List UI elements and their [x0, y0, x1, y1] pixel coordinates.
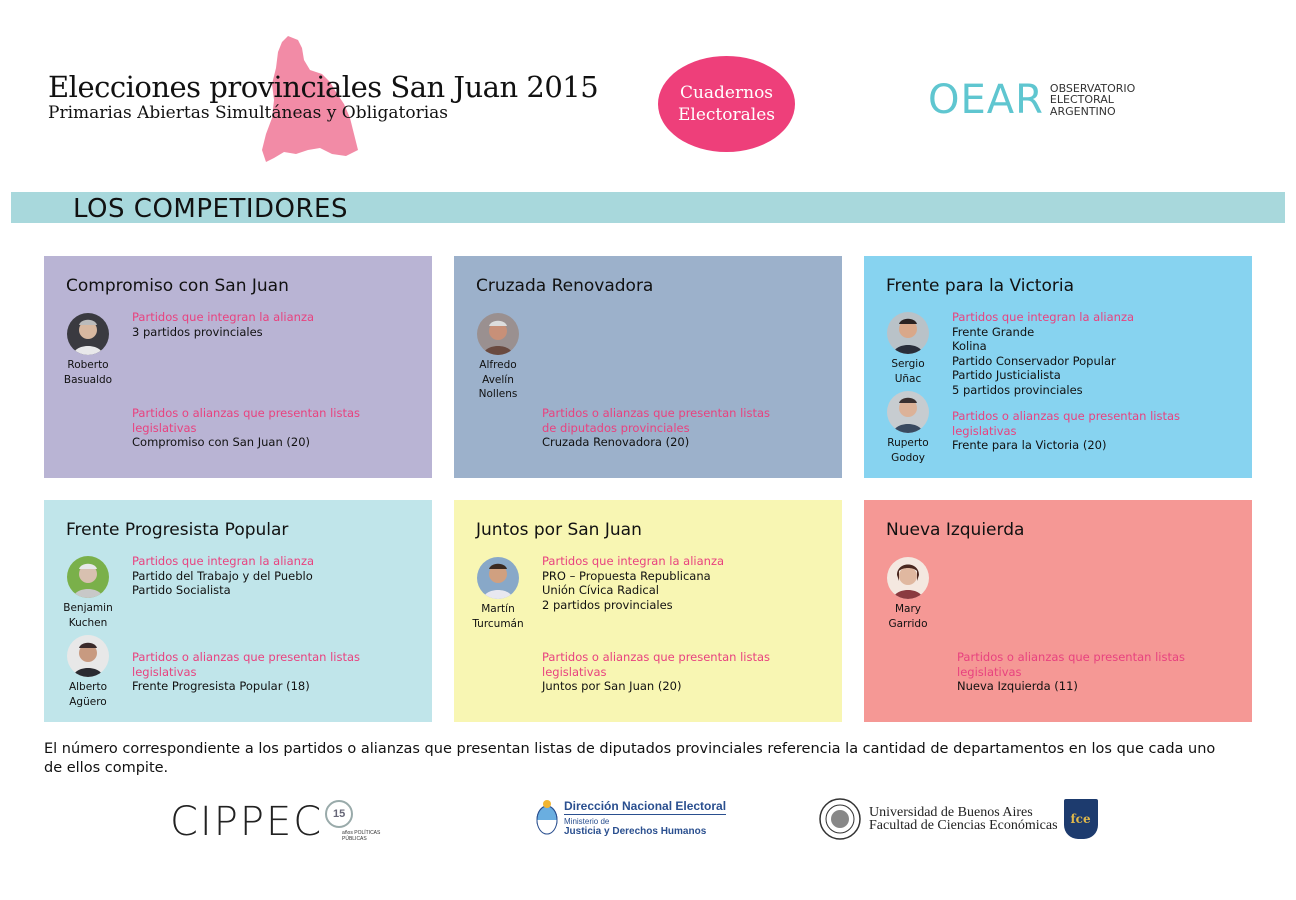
oear-text	[1050, 83, 1135, 118]
candidate	[468, 313, 528, 402]
alliance-item: Partido Justicialista	[952, 368, 1061, 382]
lists-item: Frente Progresista Popular (18)	[132, 679, 310, 693]
alliance-item: 3 partidos provinciales	[132, 324, 263, 339]
alliance-section	[132, 554, 314, 598]
card-title: Juntos por San Juan	[476, 520, 642, 540]
card-title: Compromiso con San Juan	[66, 276, 289, 296]
card-frente-para-la-victoria	[864, 256, 1252, 478]
lists-item: Compromiso con San Juan (20)	[132, 435, 311, 449]
alliance-item: Kolina	[952, 339, 987, 353]
fce-shield	[1064, 799, 1098, 839]
lists-heading-line: legislativas	[542, 664, 607, 679]
fce-text: fce	[1070, 812, 1091, 826]
lists-heading-line: legislativas	[957, 664, 1022, 679]
dne-logo	[536, 799, 726, 837]
name-line: Sergio	[891, 358, 925, 370]
candidate	[58, 313, 118, 387]
alliance-heading: Partidos que integran la alianza	[132, 554, 315, 568]
card-compromiso-con-san-juan	[44, 256, 432, 478]
card-frente-progresista-popular	[44, 500, 432, 722]
candidate	[878, 557, 938, 631]
candidate-name	[878, 602, 938, 631]
alliance-item: 5 partidos provinciales	[952, 382, 1083, 397]
alliance-item: Unión Cívica Radical	[542, 583, 659, 597]
card-title: Frente Progresista Popular	[66, 520, 289, 540]
cippec-wordmark: CIPPEC	[170, 799, 324, 845]
candidate-photo	[887, 557, 929, 599]
lists-heading-line: legislativas	[952, 423, 1017, 438]
name-line: Kuchen	[68, 616, 108, 629]
candidate-name	[58, 601, 118, 630]
name-line: Ruperto	[887, 437, 929, 449]
alliance-section	[132, 310, 314, 339]
cippec-15-badge	[325, 800, 353, 828]
oear-line3: ARGENTINO	[1049, 104, 1116, 118]
candidate-photo	[887, 391, 929, 433]
alliance-item: Frente Grande	[952, 324, 1035, 339]
candidate-photo	[477, 313, 519, 355]
candidate-name	[58, 358, 118, 387]
card-juntos-por-san-juan	[454, 500, 842, 722]
lists-heading-line: Partidos o alianzas que presentan listas	[957, 650, 1186, 664]
card-title: Cruzada Renovadora	[476, 276, 654, 296]
alliance-item: Partido Socialista	[132, 583, 231, 597]
cippec-subtitle	[342, 830, 382, 842]
candidate-name	[468, 602, 528, 631]
card-cruzada-renovadora	[454, 256, 842, 478]
alliance-item: PRO – Propuesta Republicana	[542, 568, 711, 583]
footnote: El número correspondiente a los partidos o alianzas que presentan listas de diputados provinciales referencia la cantidad de departamentos en los que cada uno de ellos compite.	[44, 741, 1216, 776]
alliance-item: 2 partidos provinciales	[542, 597, 673, 612]
card-nueva-izquierda	[864, 500, 1252, 722]
dne-line3: Justicia y Derechos Humanos	[564, 826, 707, 837]
person-icon	[67, 635, 109, 677]
name-line: Avelín	[482, 373, 514, 386]
lists-heading-line: Partidos o alianzas que presentan listas	[952, 409, 1181, 423]
person-icon	[887, 312, 929, 354]
argentina-shield-icon	[536, 799, 558, 837]
name-line: Basualdo	[63, 373, 113, 386]
name-line: Alfredo	[479, 359, 517, 371]
uba-text	[869, 806, 1058, 832]
name-line: Turcumán	[472, 617, 524, 630]
person-icon	[67, 556, 109, 598]
cippec-badge-number: 15	[333, 808, 346, 820]
lists-section	[952, 409, 1180, 453]
alliance-heading: Partidos que integran la alianza	[542, 554, 725, 568]
candidate-name	[468, 358, 528, 402]
person-icon	[67, 313, 109, 355]
name-line: Martín	[481, 603, 515, 615]
name-line: Benjamin	[63, 602, 113, 614]
badge-line1: Cuadernos	[679, 83, 774, 103]
candidate-name	[58, 680, 118, 709]
name-line: Alberto	[68, 681, 108, 693]
cippec-sub-text: POLÍTICAS PÚBLICAS	[342, 830, 381, 842]
lists-item: Frente para la Victoria (20)	[952, 438, 1107, 452]
card-title: Frente para la Victoria	[886, 276, 1075, 296]
uba-line1: Universidad de Buenos Aires	[869, 805, 1033, 820]
lists-heading-line: Partidos o alianzas que presentan listas	[542, 406, 771, 420]
person-icon	[477, 557, 519, 599]
page-subtitle: Primarias Abiertas Simultáneas y Obligatorias	[48, 103, 448, 123]
name-line: Nollens	[478, 388, 518, 400]
uba-seal-icon	[819, 798, 861, 840]
alliance-item: Partido Conservador Popular	[952, 353, 1116, 368]
page-title: Elecciones provinciales San Juan 2015	[48, 70, 599, 104]
lists-section	[542, 406, 770, 450]
candidate-photo	[477, 557, 519, 599]
oear-line1: OBSERVATORIO	[1049, 81, 1136, 95]
candidate-photo	[67, 635, 109, 677]
lists-item: Cruzada Renovadora (20)	[542, 435, 690, 449]
cippec-badge-sub: años	[342, 830, 353, 836]
name-line: Roberto	[67, 359, 109, 371]
dne-line2: Ministerio de	[564, 817, 610, 826]
lists-heading-line: legislativas	[132, 420, 197, 435]
lists-section	[542, 650, 770, 694]
dne-line1: Dirección Nacional Electoral	[564, 799, 727, 813]
lists-section	[957, 650, 1185, 694]
alliance-section	[542, 554, 724, 612]
name-line: Mary	[894, 603, 922, 615]
alliance-heading: Partidos que integran la alianza	[952, 310, 1135, 324]
alliance-item: Partido del Trabajo y del Pueblo	[132, 568, 313, 583]
lists-heading-line: legislativas	[132, 664, 197, 679]
candidate-photo	[67, 313, 109, 355]
card-title: Nueva Izquierda	[886, 520, 1025, 540]
alliance-heading: Partidos que integran la alianza	[132, 310, 315, 324]
candidate-photo	[67, 556, 109, 598]
cippec-logo	[170, 799, 381, 845]
candidate	[878, 312, 938, 386]
lists-section	[132, 650, 360, 694]
dne-text	[564, 799, 726, 837]
lists-heading-line: Partidos o alianzas que presentan listas	[542, 650, 771, 664]
alliance-section	[952, 310, 1134, 397]
candidate	[58, 556, 118, 630]
lists-item: Nueva Izquierda (11)	[957, 679, 1078, 693]
name-line: Godoy	[891, 451, 925, 464]
name-line: Uñac	[894, 372, 922, 385]
lists-item: Juntos por San Juan (20)	[542, 679, 682, 693]
section-title: LOS COMPETIDORES	[73, 194, 348, 224]
candidate	[878, 391, 938, 465]
candidate-photo	[887, 312, 929, 354]
name-line: Agüero	[69, 695, 107, 708]
person-icon	[887, 391, 929, 433]
uba-line2: Facultad de Ciencias Económicas	[869, 818, 1058, 833]
section-banner	[11, 192, 1285, 223]
oear-mark: OEAR	[928, 77, 1044, 123]
badge-line2: Electorales	[678, 105, 775, 125]
oear-logo	[928, 77, 1136, 123]
person-icon	[477, 313, 519, 355]
name-line: Garrido	[888, 617, 928, 630]
uba-logo	[819, 798, 1098, 840]
person-icon	[887, 557, 929, 599]
lists-section	[132, 406, 360, 450]
candidate-name	[878, 436, 938, 465]
lists-heading-line: Partidos o alianzas que presentan listas	[132, 650, 361, 664]
candidate	[58, 635, 118, 709]
oear-line2: ELECTORAL	[1049, 93, 1114, 107]
lists-heading-line: de diputados provinciales	[542, 420, 690, 435]
lists-heading-line: Partidos o alianzas que presentan listas	[132, 406, 361, 420]
cuadernos-electorales-badge	[658, 56, 795, 152]
candidate	[468, 557, 528, 631]
candidate-name	[878, 357, 938, 386]
